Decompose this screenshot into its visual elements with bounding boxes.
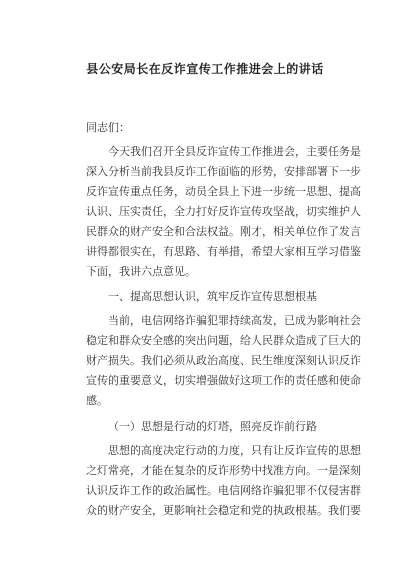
paragraph-line: 思想的高度决定行动的力度，只有让反诈宣传的思想 [108, 444, 361, 457]
paragraph-line: 讲得都很实在，有思路、有举措，希望大家相互学习借鉴 [86, 245, 361, 258]
paragraph-line: 之灯常亮，才能在复杂的反诈形势中找准方向。一是深刻 [86, 464, 361, 477]
paragraph-line: 民群众的财产安全和合法权益。刚才，相关单位作了发言 [86, 225, 361, 238]
paragraph-line: 宣传的重要意义，切实增强做好这项工作的责任感和使命 [86, 374, 361, 387]
paragraph-line: 下面，我讲六点意见。 [86, 265, 196, 278]
section-heading: 一、提高思想认识，筑牢反诈宣传思想根基 [108, 290, 317, 303]
paragraph-line: 反诈宣传重点任务，动员全县上下进一步统一思想、提高 [86, 185, 361, 198]
paragraph-line: 今天我们召开全县反诈宣传工作推进会，主要任务是 [108, 145, 361, 158]
paragraph-line: 众的财产安全，更影响社会稳定和党的执政根基。我们要 [86, 504, 361, 517]
paragraph-line: 当前，电信网络诈骗犯罪持续高发，已成为影响社会 [108, 314, 361, 327]
paragraph-line: 认识、压实责任，全力打好反诈宣传攻坚战，切实维护人 [86, 205, 361, 218]
paragraph-line: 深入分析当前我县反诈工作面临的形势，安排部署下一步 [86, 165, 361, 178]
subsection-heading: （一）思想是行动的灯塔，照亮反诈前行路 [108, 420, 317, 433]
paragraph-line: 认识反诈工作的政治属性。电信网络诈骗犯罪不仅侵害群 [86, 484, 361, 497]
document-title: 县公安局长在反诈宣传工作推进会上的讲话 [86, 62, 324, 76]
paragraph-line: 财产损失。我们必须从政治高度、民生维度深刻认识反诈 [86, 354, 361, 367]
paragraph-line: 感。 [86, 394, 108, 407]
salutation: 同志们： [86, 121, 130, 134]
paragraph-line: 稳定和群众安全感的突出问题，给人民群众造成了巨大的 [86, 334, 361, 347]
